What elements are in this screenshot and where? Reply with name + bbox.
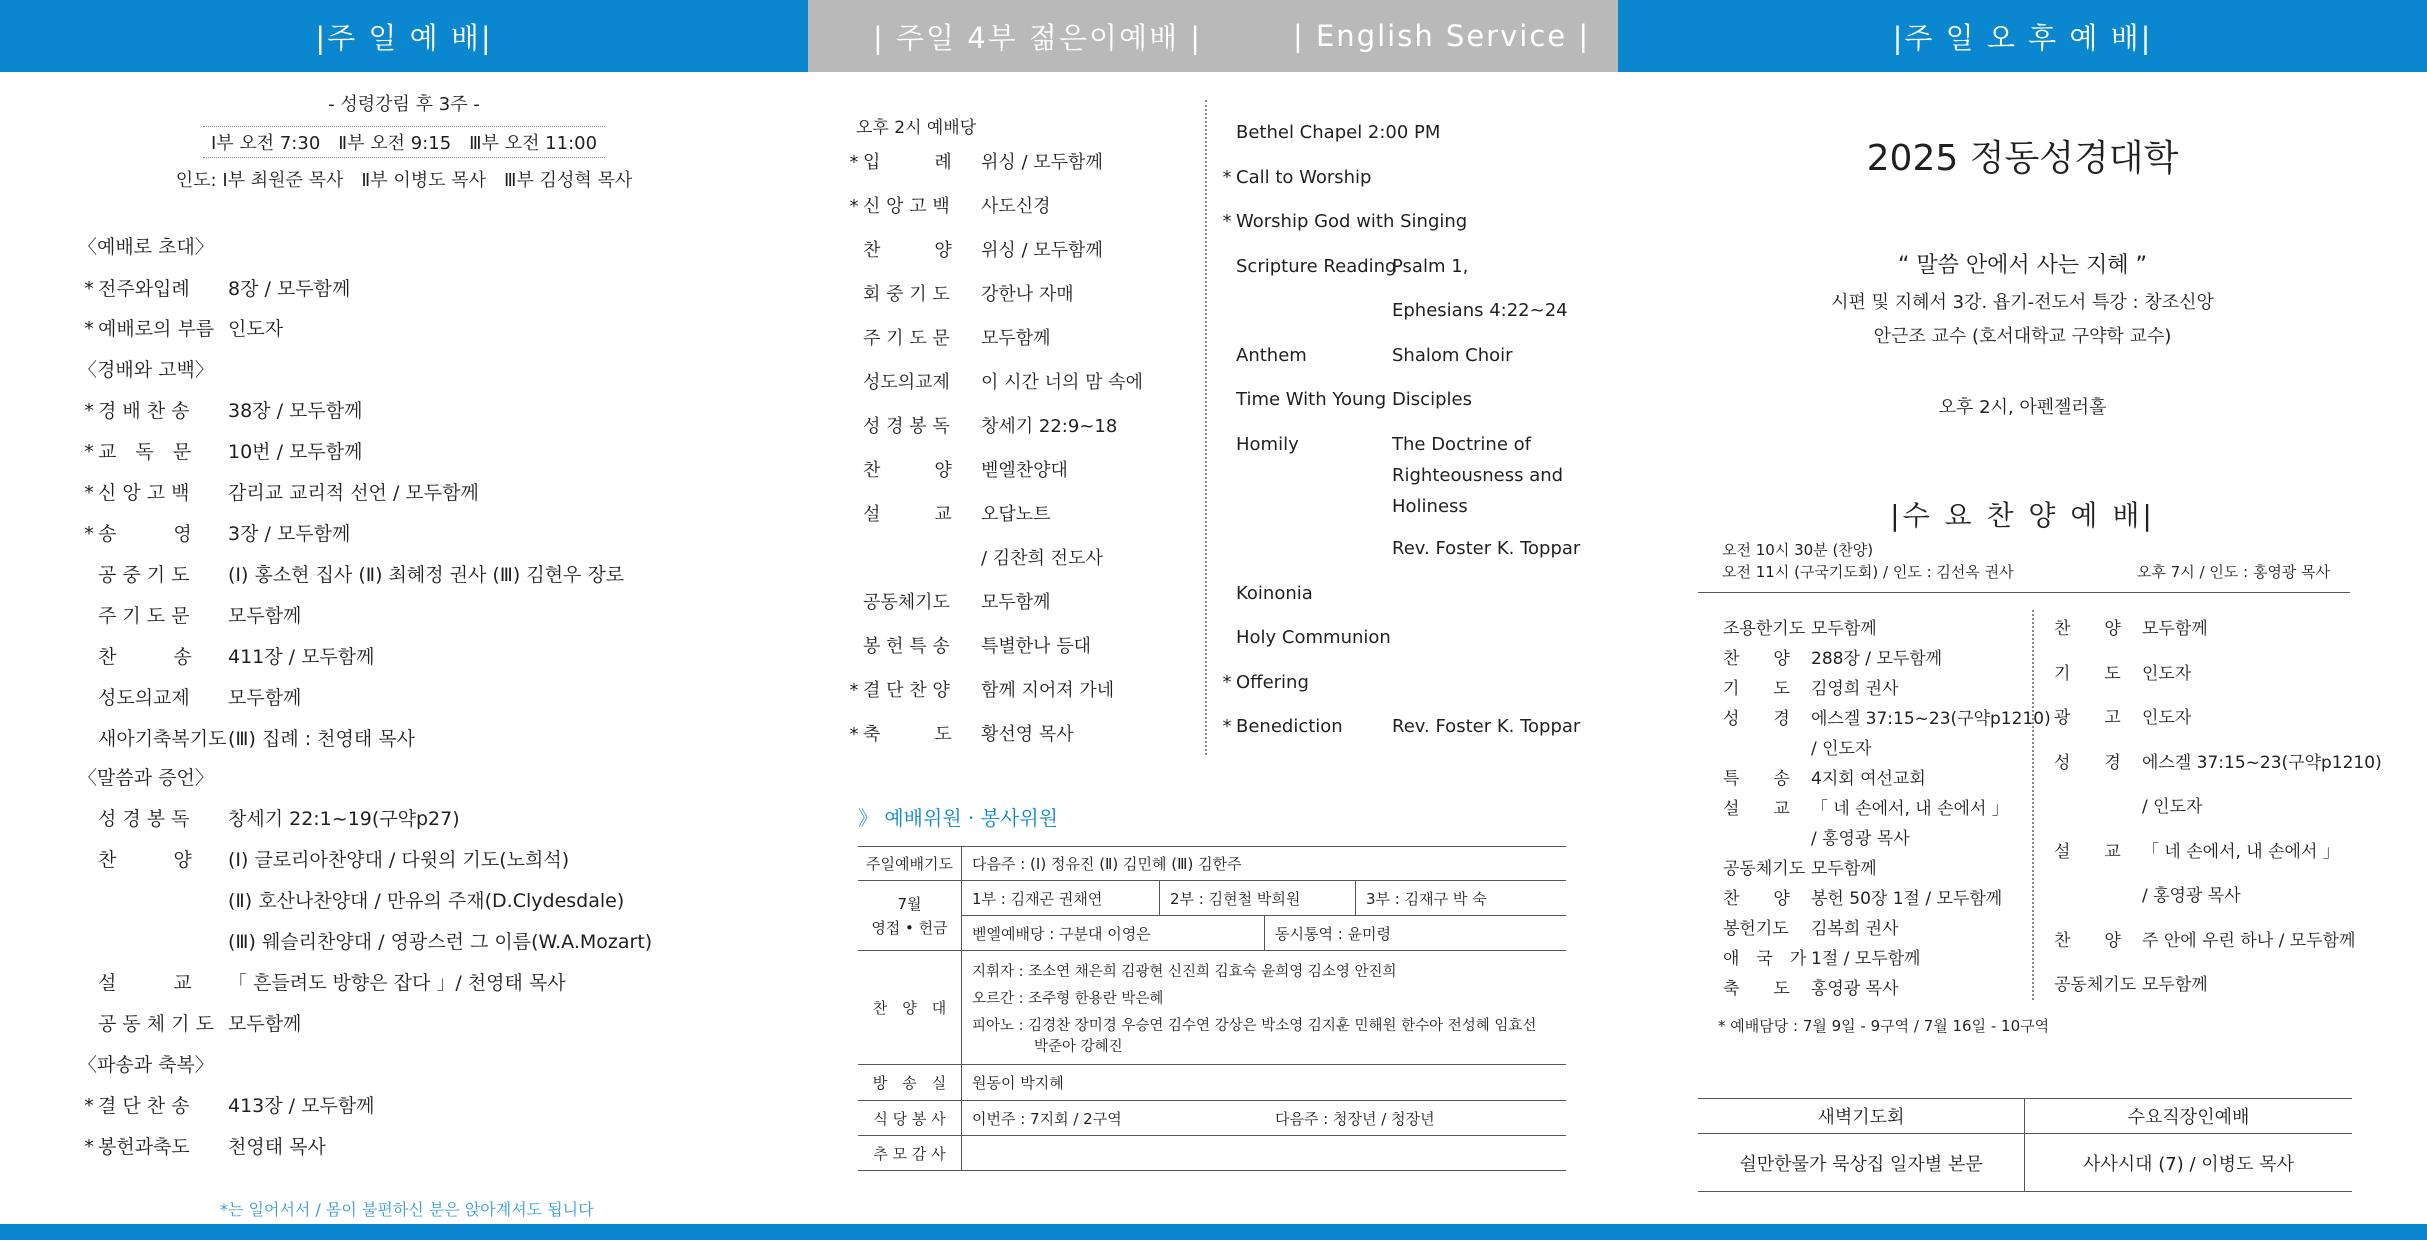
order-label: 봉헌과축도 [98, 1136, 190, 1158]
order-label: 봉헌기도 [1723, 919, 1789, 939]
order-label: 찬 양 [1723, 889, 1790, 909]
committee-row-offering [858, 881, 1566, 951]
order-label: Holy Communion [1236, 627, 1391, 648]
order-value: 천영태 목사 [228, 1136, 326, 1158]
order-label: Scripture Reading [1236, 256, 1397, 277]
order-value: 에스겔 37:15~23(구약p1210) [1811, 709, 2051, 729]
order-label: 새아기축복기도 [98, 728, 227, 750]
order-item [1218, 672, 1392, 693]
order-label: 공동체기도 [2054, 975, 2137, 995]
committee-label-broadcast: 방 송 실 [858, 1065, 962, 1100]
order-value: 위싱 / 모두함께 [981, 152, 1103, 173]
required-stand-mark: * [84, 400, 94, 422]
committee-value-broadcast: 원동이 박지혜 [972, 1074, 1064, 1092]
required-stand-mark: * [849, 680, 859, 701]
column-divider [1205, 100, 1207, 755]
order-item [80, 683, 301, 710]
order-item [80, 1091, 375, 1118]
order-label: 공동체기도 [863, 592, 950, 613]
order-item [1218, 122, 1441, 143]
order-item [2036, 837, 2340, 862]
header-youth-english [808, 0, 1618, 72]
wednesday-title: |수 요 찬 양 예 배| [1890, 499, 2155, 532]
order-item [1218, 716, 1580, 737]
offering-third: 3부 : 김재구 박 숙 [1366, 889, 1487, 908]
dawn-prayer-value: 쉴만한물가 묵상집 일자별 본문 [1698, 1134, 2025, 1191]
order-value: Rev. Foster K. Toppar [1392, 538, 1581, 559]
section-heading: 〈경배와 고백〉 [78, 359, 214, 381]
order-item [2036, 614, 2208, 639]
required-stand-mark: * [84, 318, 94, 340]
wednesday-divider [2032, 610, 2034, 1000]
order-item [1218, 345, 1513, 366]
order-item [845, 280, 1074, 306]
order-value: 에스겔 37:15~23(구약p1210) [2142, 753, 2382, 773]
order-label: 전주와입례 [98, 278, 190, 300]
order-value: Psalm 1, [1392, 256, 1469, 277]
order-value: (Ⅰ) 글로리아찬양대 / 다윗의 기도(노희석) [228, 849, 570, 871]
wednesday-am-time1: 오전 10시 30분 (찬양) [1722, 541, 1874, 559]
required-stand-mark: * [84, 523, 94, 545]
order-value: 함께 지어져 가네 [981, 680, 1115, 701]
order-item [80, 1132, 326, 1159]
order-value: (Ⅰ) 홍소현 집사 (Ⅱ) 최혜정 권사 (Ⅲ) 김현우 장로 [228, 564, 625, 586]
order-value: 10번 / 모두함께 [228, 441, 363, 463]
order-label: Offering [1236, 672, 1309, 693]
order-item [845, 412, 1117, 438]
order-label: 봉 헌 특 송 [863, 636, 950, 657]
order-item [845, 676, 1114, 702]
order-value: 주 안에 우린 하나 / 모두함께 [2142, 931, 2356, 951]
order-item [1705, 824, 1910, 849]
order-item [2036, 792, 2202, 817]
order-item [845, 192, 1051, 218]
order-value: 이 시간 너의 맘 속에 [981, 372, 1143, 393]
order-label: 성도의교제 [863, 372, 950, 393]
order-label: 회 중 기 도 [863, 284, 950, 305]
order-label: 교 독 문 [98, 441, 192, 463]
order-item [845, 368, 1143, 394]
order-label: 기 도 [1723, 679, 1790, 699]
order-value: The Doctrine of [1392, 434, 1531, 455]
order-label: 찬 양 [98, 849, 192, 871]
order-item [2036, 926, 2355, 951]
order-label: 송 영 [98, 523, 192, 545]
order-value: 3장 / 모두함께 [228, 523, 351, 545]
order-label: 공 중 기 도 [98, 564, 190, 586]
order-value: / 인도자 [2142, 797, 2203, 817]
order-item [1218, 300, 1568, 321]
order-value: 모두함께 [1811, 859, 1877, 879]
bible-college-speaker: 안근조 교수 (호서대학교 구약학 교수) [1873, 326, 2172, 347]
order-value: 411장 / 모두함께 [228, 646, 375, 668]
committee-row-memorial [858, 1136, 1566, 1171]
order-label: 설 교 [98, 972, 192, 994]
dawn-prayer-header: 새벽기도회 [1698, 1099, 2025, 1133]
order-label: 찬 양 [863, 460, 952, 481]
order-label: 설 교 [863, 504, 952, 525]
order-label: 주 기 도 문 [98, 605, 190, 627]
committee-title: 》 예배위원 · 봉사위원 [858, 806, 1058, 830]
committee-table [858, 846, 1566, 1171]
order-label: Bethel Chapel 2:00 PM [1236, 122, 1441, 143]
order-value: Ephesians 4:22~24 [1392, 300, 1568, 321]
offering-bethel: 벧엘예배당 : 구분대 이영은 [962, 916, 1265, 950]
order-item [1705, 794, 2009, 819]
order-value: Rev. Foster K. Toppar [1392, 716, 1581, 737]
order-label: 찬 양 [863, 240, 952, 261]
header-youth-text: | 주일 4부 젊은이예배 | [873, 20, 1202, 55]
order-item [1218, 465, 1563, 486]
order-item [80, 927, 652, 954]
order-value: 모두함께 [981, 592, 1051, 613]
choir-conductors: 지휘자 : 조소연 채은희 김광현 신진희 김효숙 윤희영 김소영 안진희 [972, 964, 1397, 980]
required-stand-mark: * [84, 1136, 94, 1158]
workers-service-header: 수요직장인예배 [2127, 1107, 2250, 1128]
committee-label-offering: 7월 영접 • 헌금 [858, 881, 962, 950]
committee-label-prayer: 주일예배기도 [858, 847, 962, 880]
section-heading: 〈파송과 축복〉 [78, 1054, 214, 1076]
order-value: / 홍영광 목사 [1811, 829, 1910, 849]
youth-place: 오후 2시 예배당 [856, 118, 977, 138]
order-value: 모두함께 [981, 328, 1051, 349]
choir-piano: 피아노 : 김경찬 장미경 우승연 김수연 강상은 박소영 김지훈 민해원 한수아 전성혜 임효선 [972, 1018, 1537, 1034]
committee-row-choir [858, 951, 1566, 1065]
header-english-text: | English Service | [1293, 19, 1591, 53]
offering-second: 2부 : 김현철 박희원 [1160, 881, 1356, 915]
committee-row-broadcast [858, 1065, 1566, 1101]
order-value: Holiness [1392, 496, 1468, 517]
order-value: 황선영 목사 [981, 724, 1074, 745]
order-item [2036, 881, 2241, 906]
order-label: 축 도 [1723, 979, 1790, 999]
order-item [845, 720, 1074, 746]
wednesday-am-time2: 오전 11시 (구국기도회) / 인도 : 김선옥 권사 [1722, 563, 2014, 581]
required-stand-mark: * [849, 724, 859, 745]
wednesday-pm-time: 오후 7시 / 인도 : 홍영광 목사 [2137, 563, 2331, 581]
order-item [80, 560, 624, 587]
committee-value-prayer: 다음주 : (Ⅰ) 정유진 (Ⅱ) 김민혜 (Ⅲ) 김한주 [972, 855, 1242, 873]
order-item [1218, 496, 1468, 517]
order-value: 「 네 손에서, 내 손에서 」 [1811, 799, 2009, 819]
order-label: 경 배 찬 송 [98, 400, 190, 422]
order-label: 성 경 [1723, 709, 1790, 729]
order-item [1705, 764, 1926, 789]
order-item [80, 274, 350, 301]
order-label: 찬 양 [2054, 931, 2121, 951]
order-item [1218, 256, 1468, 277]
order-label: Homily [1236, 434, 1299, 455]
committee-label-choir: 찬 양 대 [858, 951, 962, 1064]
order-label: 주 기 도 문 [863, 328, 950, 349]
order-item [80, 804, 460, 831]
order-value: / 김찬희 전도사 [981, 548, 1103, 569]
order-item [80, 724, 415, 751]
order-label: 설 교 [2054, 842, 2121, 862]
order-value: 강한나 자매 [981, 284, 1074, 305]
order-label: 광 고 [2054, 708, 2121, 728]
sunday-times: Ⅰ부 오전 7:30 Ⅱ부 오전 9:15 Ⅲ부 오전 11:00 [203, 126, 605, 158]
committee-row-prayer [858, 847, 1566, 881]
required-stand-mark: * [1222, 716, 1232, 737]
order-label: 애 국 가 [1723, 949, 1807, 969]
required-stand-mark: * [1222, 211, 1232, 232]
order-value: 감리교 교리적 선언 / 모두함께 [228, 482, 479, 504]
header-sunday [0, 0, 808, 72]
order-item [845, 148, 1103, 174]
order-label: 예배로의 부름 [98, 318, 215, 340]
order-value: 38장 / 모두함께 [228, 400, 363, 422]
required-stand-mark: * [84, 1095, 94, 1117]
order-label: 찬 송 [98, 646, 192, 668]
order-item [2036, 970, 2208, 995]
order-item [80, 314, 283, 341]
order-value: 모두함께 [228, 605, 302, 627]
order-item [2036, 703, 2191, 728]
order-label: 신 앙 고 백 [98, 482, 190, 504]
order-value: 김영희 권사 [1811, 679, 1899, 699]
order-label: 특 송 [1723, 769, 1790, 789]
required-stand-mark: * [1222, 672, 1232, 693]
bible-college-time: 오후 2시, 아펜젤러홀 [1938, 397, 2107, 418]
order-value: 김복희 권사 [1811, 919, 1899, 939]
order-item [80, 396, 362, 423]
choir-organ: 오르간 : 조주형 한용란 박은혜 [972, 991, 1164, 1007]
bible-college-quote: “ 말씀 안에서 사는 지혜 ” [1897, 253, 2148, 278]
order-label: Time With Young Disciples [1236, 389, 1472, 410]
order-value: 오답노트 [981, 504, 1051, 525]
order-value: 8장 / 모두함께 [228, 278, 351, 300]
required-stand-mark: * [84, 482, 94, 504]
kitchen-next-week: 다음주 : 청장년 / 청장년 [1275, 1109, 1435, 1128]
order-value: Shalom Choir [1392, 345, 1513, 366]
order-value: 413장 / 모두함께 [228, 1095, 375, 1117]
order-item [1705, 884, 2002, 909]
order-item [80, 845, 569, 872]
order-item [1705, 914, 1899, 939]
order-item [80, 968, 566, 995]
order-value: Righteousness and [1392, 465, 1564, 486]
order-item [1218, 389, 1472, 410]
required-stand-mark: * [1222, 167, 1232, 188]
required-stand-mark: * [84, 278, 94, 300]
order-value: 사도신경 [981, 196, 1051, 217]
order-value: 홍영광 목사 [1811, 979, 1899, 999]
header-afternoon-text: |주 일 오 후 예 배| [1892, 20, 2153, 55]
order-item [80, 478, 479, 505]
order-item [1705, 644, 1942, 669]
order-value: 「 네 손에서, 내 손에서 」 [2142, 842, 2340, 862]
order-item [845, 456, 1068, 482]
order-label: 설 교 [1723, 799, 1790, 819]
order-item [80, 519, 350, 546]
committee-label-memorial: 추 모 감 사 [858, 1136, 962, 1170]
order-value: 모두함께 [228, 687, 302, 709]
order-label: 공 동 체 기 도 [98, 1013, 214, 1035]
order-label: 성 경 봉 독 [98, 808, 190, 830]
order-label: 찬 양 [2054, 619, 2121, 639]
order-label: Worship God with Singing [1236, 211, 1468, 232]
order-value: / 인도자 [1811, 739, 1872, 759]
required-stand-mark: * [849, 152, 859, 173]
order-item [845, 632, 1091, 658]
order-item [845, 500, 1051, 526]
order-label: 결 단 찬 양 [863, 680, 950, 701]
committee-label-kitchen: 식 당 봉 사 [858, 1101, 962, 1135]
order-item [2036, 748, 2382, 773]
offering-interpret: 동시통역 : 윤미령 [1275, 924, 1392, 943]
order-item [1218, 583, 1392, 604]
order-value: 모두함께 [2142, 619, 2208, 639]
order-item [1218, 211, 1468, 232]
order-item [1705, 704, 2051, 729]
order-item [1705, 674, 1899, 699]
order-item [1705, 854, 1877, 879]
choir-piano-cont: 박준아 강혜진 [1034, 1039, 1123, 1055]
order-value: 모두함께 [1811, 619, 1877, 639]
order-label: 기 도 [2054, 664, 2121, 684]
sunday-subtitle: - 성령강림 후 3주 - [328, 94, 480, 115]
order-item [1218, 538, 1580, 559]
required-stand-mark: * [849, 196, 859, 217]
workers-service-value: 사사시대 (7) / 이병도 목사 [2083, 1153, 2294, 1175]
order-value: 봉헌 50장 1절 / 모두함께 [1811, 889, 2003, 909]
bible-college-desc: 시편 및 지혜서 3강. 욥기-전도서 특강 : 창조신앙 [1831, 292, 2214, 313]
order-value: 288장 / 모두함께 [1811, 649, 1943, 669]
order-label: Call to Worship [1236, 167, 1372, 188]
order-item [2036, 659, 2191, 684]
header-sunday-text: |주 일 예 배| [315, 20, 493, 55]
order-label: 결 단 찬 송 [98, 1095, 190, 1117]
order-value: 창세기 22:9~18 [981, 416, 1118, 437]
order-item [80, 601, 301, 628]
wednesday-duty-note: * 예배담당 : 7월 9일 - 9구역 / 7월 16일 - 10구역 [1718, 1017, 2050, 1035]
order-value: 인도자 [2142, 664, 2192, 684]
footer-bar [0, 1224, 2427, 1240]
order-label: 성 경 [2054, 753, 2121, 773]
order-item [80, 437, 362, 464]
order-item [1705, 614, 1877, 639]
order-value: 위싱 / 모두함께 [981, 240, 1103, 261]
order-label: 입 례 [863, 152, 952, 173]
order-item [1705, 974, 1899, 999]
order-label: 찬 양 [1723, 649, 1790, 669]
order-item [1218, 434, 1531, 455]
order-item [80, 642, 375, 669]
order-value: 인도자 [228, 318, 284, 340]
order-item [845, 236, 1103, 262]
order-value: 창세기 22:1~19(구약p27) [228, 808, 460, 830]
order-value: 벧엘찬양대 [981, 460, 1068, 481]
order-value: (Ⅲ) 웨슬리찬양대 / 영광스런 그 이름(W.A.Mozart) [228, 931, 653, 953]
order-item [1218, 627, 1392, 648]
order-label: Benediction [1236, 716, 1343, 737]
order-item [1218, 167, 1392, 188]
order-value: / 홍영광 목사 [2142, 886, 2241, 906]
order-item [845, 324, 1051, 350]
section-heading: 〈말씀과 증언〉 [78, 767, 214, 789]
order-item [80, 1009, 301, 1036]
header-afternoon [1618, 0, 2427, 72]
order-item [845, 588, 1051, 614]
bottom-table [1698, 1098, 2352, 1192]
order-label: Anthem [1236, 345, 1307, 366]
order-value: 4지회 여선교회 [1811, 769, 1926, 789]
sunday-leaders: 인도: Ⅰ부 최원준 목사 Ⅱ부 이병도 목사 Ⅲ부 김성혁 목사 [175, 170, 633, 191]
order-label: Koinonia [1236, 583, 1313, 604]
order-value: 모두함께 [228, 1013, 302, 1035]
order-label: 축 도 [863, 724, 952, 745]
order-item [80, 886, 624, 913]
committee-row-kitchen [858, 1101, 1566, 1136]
order-value: (Ⅲ) 집례 : 천영태 목사 [228, 728, 415, 750]
order-value: 모두함께 [2142, 975, 2208, 995]
order-item [1705, 944, 1920, 969]
order-item [845, 544, 1103, 570]
offering-first: 1부 : 김재곤 권채연 [962, 881, 1160, 915]
order-value: 특별한나 등대 [981, 636, 1092, 657]
order-value: 1절 / 모두함께 [1811, 949, 1921, 969]
order-label: 신 앙 고 백 [863, 196, 950, 217]
wednesday-rule [1698, 592, 2350, 593]
bible-college-title: 2025 정동성경대학 [1866, 138, 2179, 179]
order-label: 공동체기도 [1723, 859, 1806, 879]
order-label: 조용한기도 [1723, 619, 1806, 639]
order-value: 인도자 [2142, 708, 2192, 728]
order-value: (Ⅱ) 호산나찬양대 / 만유의 주재(D.Clydesdale) [228, 890, 625, 912]
order-value: 「 흔들려도 방향은 잡다 」/ 천영태 목사 [228, 972, 566, 994]
section-heading: 〈예배로 초대〉 [78, 236, 214, 258]
required-stand-mark: * [84, 441, 94, 463]
order-label: 성도의교제 [98, 687, 190, 709]
sunday-note: *는 일어서서 / 몸이 불편하신 분은 앉아계셔도 됩니다 [220, 1200, 594, 1219]
order-item [1705, 734, 1871, 759]
order-label: 성 경 봉 독 [863, 416, 950, 437]
kitchen-this-week: 이번주 : 7지회 / 2구역 [972, 1109, 1122, 1128]
